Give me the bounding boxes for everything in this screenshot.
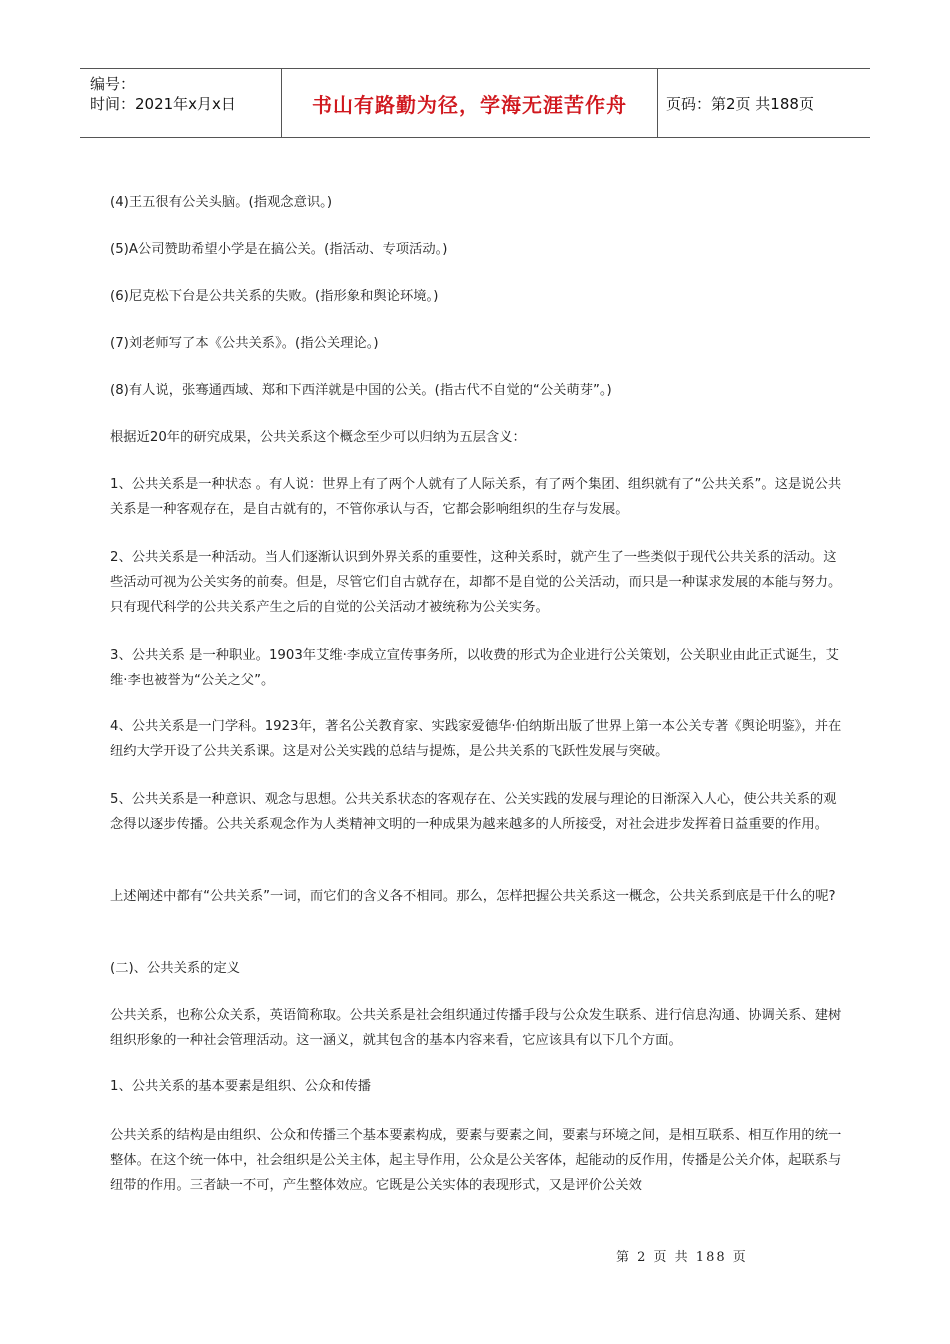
- paragraph: 5、公共关系是一种意识、观念与思想。公共关系状态的客观存在、公关实践的发展与理论的日渐深入人心，使公共关系的观念得以逐步传播。公共关系观念作为人类精神文明的一种成果为越来越多的人所接受，对社会进步发挥着日益重要的作用。: [110, 792, 837, 832]
- paragraph: (6)尼克松下台是公共关系的失败。(指形象和舆论环境。): [110, 289, 439, 304]
- paragraph: 根据近20年的研究成果，公共关系这个概念至少可以归纳为五层含义：: [110, 430, 526, 445]
- header-motto-cell: [282, 69, 658, 137]
- paragraph: 公共关系，也称公众关系，英语简称取。公共关系是社会组织通过传播手段与公众发生联系、进行信息沟通、协调关系、建树组织形象的一种社会管理活动。这一涵义，就其包含的基本内容来看，它应该具有以下几个方面。: [110, 1008, 842, 1048]
- paragraph: (8)有人说，张骞通西域、郑和下西洋就是中国的公关。(指古代不自觉的“公关萌芽”。): [110, 383, 612, 398]
- paragraph: 2、公共关系是一种活动。当人们逐渐认识到外界关系的重要性，这种关系时，就产生了一些类似于现代公共关系的活动。这些活动可视为公关实务的前奏。但是，尽管它们自古就存在，却都不是自觉的公关活动，而只是一种谋求发展的本能与努力。只有现代科学的公共关系产生之后的自觉的公关活动才被统称为公关实务。: [110, 550, 842, 615]
- paragraph: (5)A公司赞助希望小学是在搞公关。(指活动、专项活动。): [110, 242, 448, 257]
- header-info-cell: [80, 69, 282, 137]
- header-page-code: 页码：第2页 共188页: [666, 95, 814, 113]
- paragraph: (7)刘老师写了本《公共关系》。(指公关理论。): [110, 336, 379, 351]
- document-number-label: 编号：: [90, 75, 136, 93]
- page-header: [80, 68, 870, 138]
- paragraph: (4)王五很有公关头脑。(指观念意识。): [110, 195, 333, 210]
- subsection-heading: 1、公共关系的基本要素是组织、公众和传播: [110, 1079, 372, 1094]
- date-line: 时间：2021年x月x日: [90, 95, 236, 113]
- header-page-cell: [658, 69, 870, 137]
- paragraph: 4、公共关系是一门学科。1923年，著名公关教育家、实践家爱德华·伯纳斯出版了世界上第一本公关专著《舆论明鉴》，并在纽约大学开设了公共关系课。这是对公关实践的总结与提炼，是公共关系的飞跃性发展与突破。: [110, 719, 842, 759]
- paragraph: 公共关系的结构是由组织、公众和传播三个基本要素构成，要素与要素之间，要素与环境之间，是相互联系、相互作用的统一整体。在这个统一体中，社会组织是公关主体，起主导作用，公众是公关客体，起能动的反作用，传播是公关介体，起联系与纽带的作用。三者缺一不可，产生整体效应。它既是公关实体的表现形式，又是评价公关效: [110, 1128, 842, 1193]
- motto-text: 书山有路勤为径，学海无涯苦作舟: [312, 93, 627, 117]
- footer-page-indicator: 第 2 页 共 188 页: [616, 1250, 748, 1265]
- section-heading: (二)、公共关系的定义: [110, 961, 241, 976]
- paragraph: 1、公共关系是一种状态 。有人说：世界上有了两个人就有了人际关系，有了两个集团、组织就有了“公共关系”。这是说公共关系是一种客观存在，是自古就有的，不管你承认与否，它都会影响组织的生存与发展。: [110, 477, 842, 517]
- paragraph: 3、公共关系 是一种职业。1903年艾维·李成立宣传事务所，以收费的形式为企业进行公关策划，公关职业由此正式诞生，艾维·李也被誉为“公关之父”。: [110, 648, 839, 688]
- paragraph: 上述阐述中都有“公共关系”一词，而它们的含义各不相同。那么，怎样把握公共关系这一概念，公共关系到底是干什么的呢?: [110, 889, 836, 904]
